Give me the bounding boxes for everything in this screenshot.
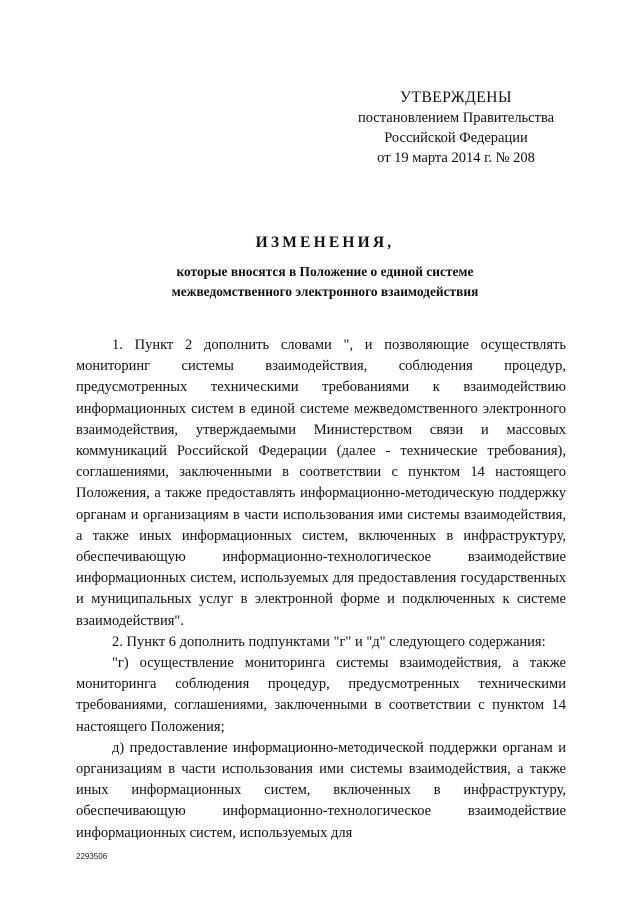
paragraph-item-1: 1. Пункт 2 дополнить словами ", и позволяющие осуществлять мониторинг системы взаимодействия, соблюдения процедур, предусмотренных техническими требованиями к взаимодействию информационных систем в единой системе межведомственного электронного взаимодействия, утверждаемыми Министерством связи и массовых коммуникаций Российской Федерации (далее - технические требования), соглашениями, заключенными в соответствии с пунктом 14 настоящего Положения, а также предоставлять информационно-методическую поддержку органам и организациям в части использования ими системы взаимодействия, а также иных информационных систем, включенных в инфраструктуру, обеспечивающую информационно-технологическое взаимодействие информационных систем, используемых для предоставления государственных и муниципальных услуг в электронной форме и подключенных к системе взаимодействия". — [76, 337, 566, 629]
document-subtitle — [10, 262, 640, 302]
paragraph-subitem-d: д) предоставление информационно-методической поддержки органам и организациям в части использования ими системы взаимодействия, а также иных информационных систем, включенных в инфраструктуру, обеспечивающую информационно-технологическое взаимодействие информационных систем, используемых для — [76, 739, 566, 841]
approval-line-country: Российской Федерации — [384, 130, 528, 146]
paragraph-subitem-g: "г) осуществление мониторинга системы взаимодействия, а также мониторинга соблюдения процедур, предусмотренных техническими требованиями, соглашениями, заключенными в соответствии с пунктом 14 настоящего Положения; — [76, 655, 566, 735]
document-title: ИЗМЕНЕНИЯ, — [255, 234, 395, 251]
approval-line-decree: постановлением Правительства — [357, 110, 555, 126]
document-subtitle-line-1: которые вносятся в Положение о единой системе — [176, 264, 474, 279]
approval-line-date: от 19 марта 2014 г. № 208 — [377, 150, 535, 166]
document-code: 2293506 — [76, 852, 108, 861]
approval-heading: УТВЕРЖДЕНЫ — [400, 89, 512, 106]
document-body — [76, 335, 566, 844]
paragraph-item-2: 2. Пункт 6 дополнить подпунктами "г" и "д" следующего содержания: — [112, 633, 546, 650]
approval-block — [336, 88, 576, 168]
document-heading — [0, 232, 640, 302]
document-subtitle-line-2: межведомственного электронного взаимодействия — [171, 284, 479, 299]
